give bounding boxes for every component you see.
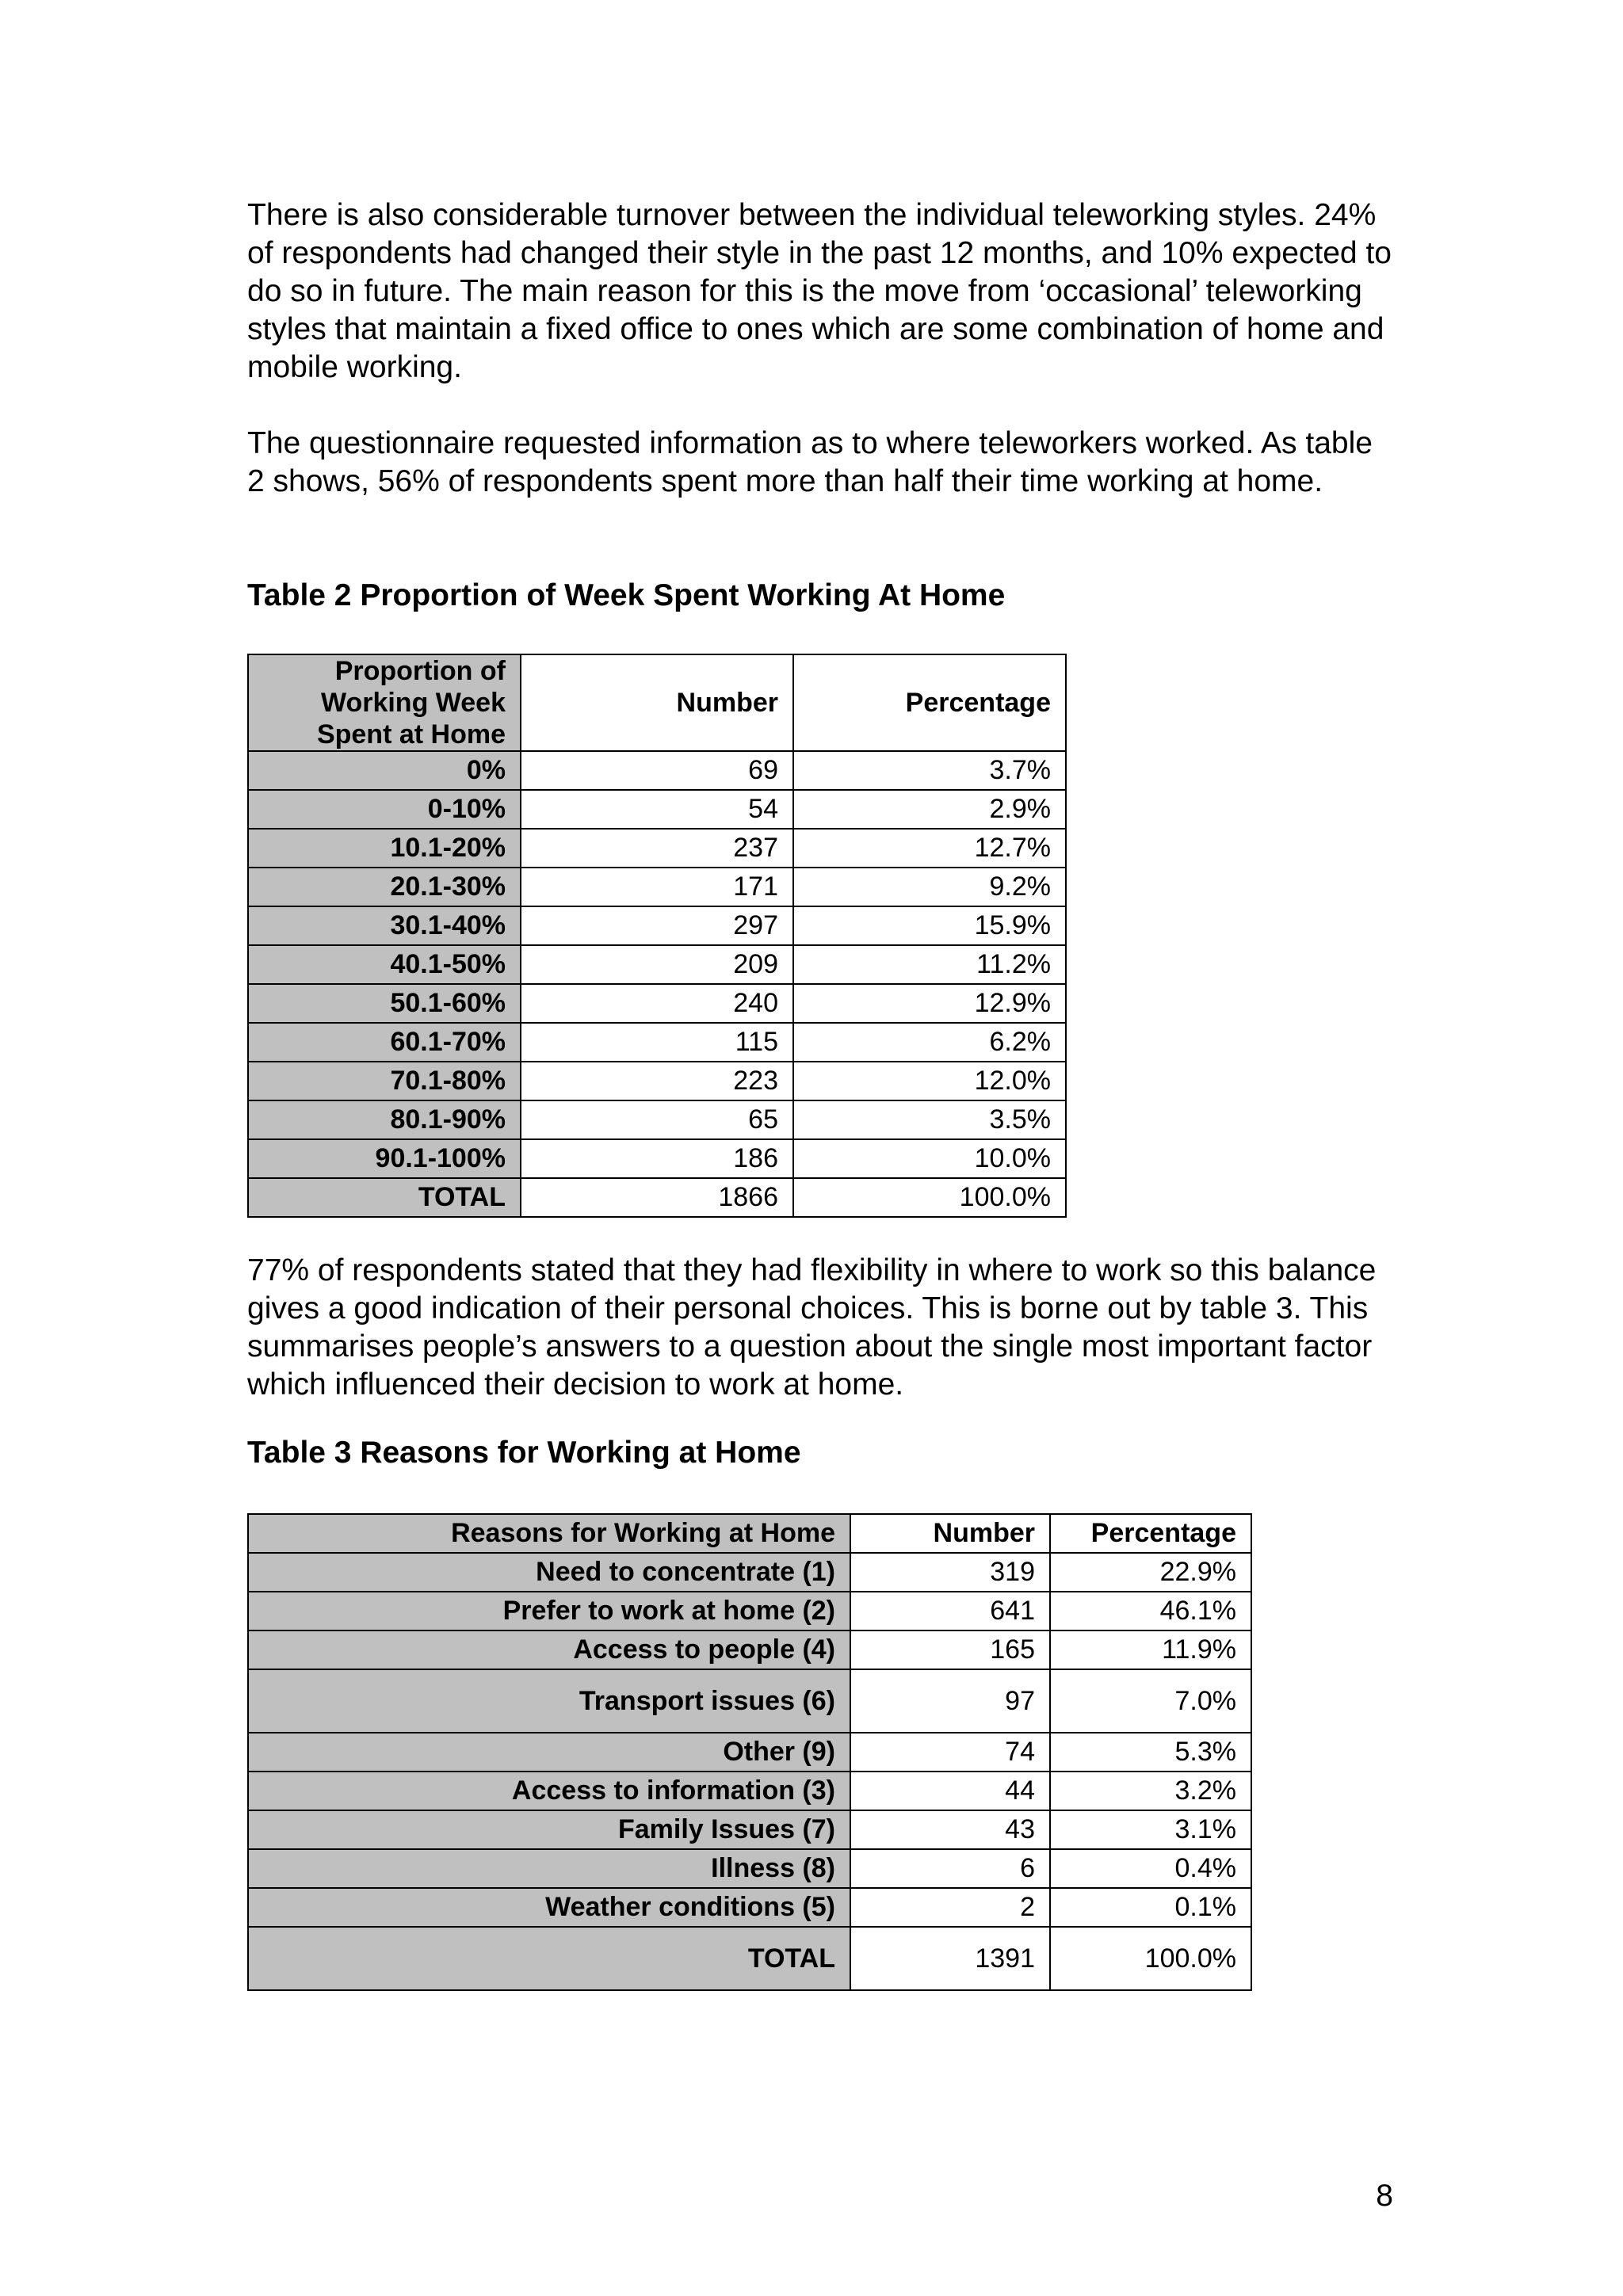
cell-number: 54 (521, 790, 793, 829)
cell-percentage: 6.2% (793, 1023, 1066, 1062)
cell-number: 297 (521, 906, 793, 945)
row-label: Access to people (4) (248, 1630, 850, 1669)
cell-number: 186 (521, 1139, 793, 1178)
cell-percentage-total: 100.0% (1050, 1927, 1251, 1990)
cell-percentage: 3.2% (1050, 1772, 1251, 1810)
cell-number: 240 (521, 984, 793, 1023)
row-label: Family Issues (7) (248, 1810, 850, 1849)
row-label: Illness (8) (248, 1849, 850, 1888)
column-header-number: Number (850, 1514, 1050, 1553)
table2-title: Table 2 Proportion of Week Spent Working At Home (247, 578, 1006, 612)
table-row (248, 1100, 1066, 1139)
cell-percentage: 2.9% (793, 790, 1066, 829)
table3-title: Table 3 Reasons for Working at Home (247, 1436, 801, 1470)
column-header-proportion: Proportion of Working Week Spent at Home (248, 654, 521, 751)
cell-percentage: 7.0% (1050, 1669, 1251, 1733)
row-label: 0% (248, 751, 521, 790)
cell-number: 65 (521, 1100, 793, 1139)
cell-number: 44 (850, 1772, 1050, 1810)
cell-percentage: 0.1% (1050, 1888, 1251, 1927)
paragraph-turnover: There is also considerable turnover between the individual teleworking styles. 24% of respondents had changed their style in the past 12 months, and 10% expected to do so in future. The main reason for this is the move from ‘occasional’ teleworking styles that maintain a fixed office to ones which are some combination of home and mobile working. (247, 198, 1392, 384)
cell-percentage: 12.7% (793, 829, 1066, 868)
cell-number: 237 (521, 829, 793, 868)
table-row (248, 1669, 1251, 1733)
cell-percentage: 9.2% (793, 868, 1066, 906)
column-header-number: Number (521, 654, 793, 751)
row-label: 50.1-60% (248, 984, 521, 1023)
table-row (248, 984, 1066, 1023)
row-label: Weather conditions (5) (248, 1888, 850, 1927)
cell-number: 43 (850, 1810, 1050, 1849)
cell-number: 641 (850, 1592, 1050, 1630)
table-row (248, 1592, 1251, 1630)
row-label: Need to concentrate (1) (248, 1553, 850, 1592)
cell-number: 69 (521, 751, 793, 790)
table-row (248, 1553, 1251, 1592)
row-label: 90.1-100% (248, 1139, 521, 1178)
cell-number: 223 (521, 1062, 793, 1100)
cell-percentage: 10.0% (793, 1139, 1066, 1178)
row-label-total: TOTAL (248, 1927, 850, 1990)
table2-proportion-week-at-home (247, 654, 1067, 1218)
column-header-percentage: Percentage (793, 654, 1066, 751)
cell-percentage: 3.1% (1050, 1810, 1251, 1849)
row-label: Prefer to work at home (2) (248, 1592, 850, 1630)
row-label: 70.1-80% (248, 1062, 521, 1100)
cell-number: 165 (850, 1630, 1050, 1669)
table-row (248, 1630, 1251, 1669)
table-row (248, 1733, 1251, 1772)
cell-number: 6 (850, 1849, 1050, 1888)
cell-percentage: 3.7% (793, 751, 1066, 790)
table3-reasons-working-at-home (247, 1513, 1252, 1991)
cell-percentage: 12.0% (793, 1062, 1066, 1100)
cell-percentage: 3.5% (793, 1100, 1066, 1139)
row-label: Transport issues (6) (248, 1669, 850, 1733)
cell-percentage: 46.1% (1050, 1592, 1251, 1630)
table-header-row (248, 654, 1066, 751)
table-row (248, 1772, 1251, 1810)
row-label: Access to information (3) (248, 1772, 850, 1810)
page-number: 8 (1376, 2179, 1393, 2213)
table-row (248, 868, 1066, 906)
paragraph-questionnaire: The questionnaire requested information as to where teleworkers worked. As table 2 shows, 56% of respondents spent more than half their time working at home. (247, 426, 1373, 498)
row-label-total: TOTAL (248, 1178, 521, 1217)
cell-number: 171 (521, 868, 793, 906)
row-label: 80.1-90% (248, 1100, 521, 1139)
cell-number-total: 1866 (521, 1178, 793, 1217)
table-row (248, 1139, 1066, 1178)
cell-number: 74 (850, 1733, 1050, 1772)
cell-number: 97 (850, 1669, 1050, 1733)
table-row (248, 751, 1066, 790)
column-header-reason: Reasons for Working at Home (248, 1514, 850, 1553)
cell-number: 319 (850, 1553, 1050, 1592)
table-row (248, 1062, 1066, 1100)
row-label: Other (9) (248, 1733, 850, 1772)
table-row (248, 1888, 1251, 1927)
row-label: 10.1-20% (248, 829, 521, 868)
cell-number: 115 (521, 1023, 793, 1062)
row-label: 30.1-40% (248, 906, 521, 945)
cell-percentage: 11.9% (1050, 1630, 1251, 1669)
table-row (248, 1849, 1251, 1888)
row-label: 40.1-50% (248, 945, 521, 984)
table-header-row (248, 1514, 1251, 1553)
column-header-percentage: Percentage (1050, 1514, 1251, 1553)
cell-percentage: 11.2% (793, 945, 1066, 984)
table-row (248, 829, 1066, 868)
table-row (248, 1810, 1251, 1849)
table-row (248, 945, 1066, 984)
cell-number: 209 (521, 945, 793, 984)
table-row (248, 790, 1066, 829)
cell-percentage: 5.3% (1050, 1733, 1251, 1772)
row-label: 0-10% (248, 790, 521, 829)
cell-percentage: 12.9% (793, 984, 1066, 1023)
cell-percentage-total: 100.0% (793, 1178, 1066, 1217)
table-total-row (248, 1178, 1066, 1217)
row-label: 20.1-30% (248, 868, 521, 906)
cell-percentage: 22.9% (1050, 1553, 1251, 1592)
cell-number: 2 (850, 1888, 1050, 1927)
table-row (248, 1023, 1066, 1062)
cell-percentage: 0.4% (1050, 1849, 1251, 1888)
table-row (248, 906, 1066, 945)
cell-percentage: 15.9% (793, 906, 1066, 945)
table-total-row (248, 1927, 1251, 1990)
row-label: 60.1-70% (248, 1023, 521, 1062)
paragraph-flexibility: 77% of respondents stated that they had flexibility in where to work so this balance gives a good indication of their personal choices. This is borne out by table 3. This summarises people’s answers to a question about the single most important factor which influenced their decision to work at home. (247, 1253, 1377, 1402)
cell-number-total: 1391 (850, 1927, 1050, 1990)
